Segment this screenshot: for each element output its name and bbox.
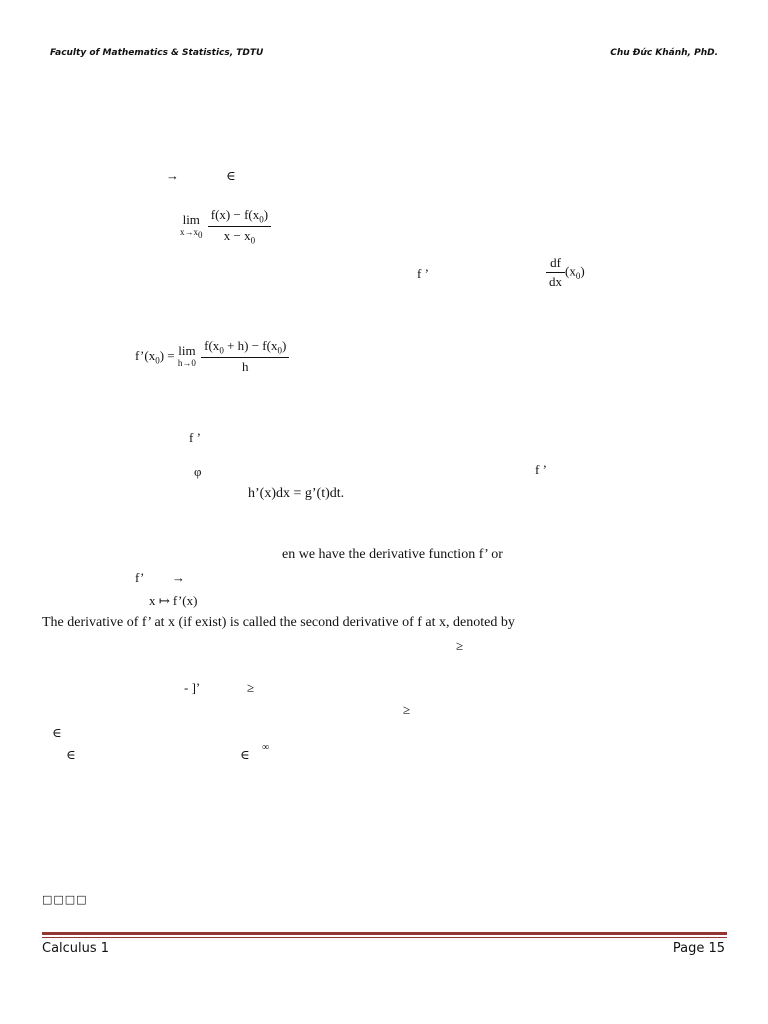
- header-right: Chu Đức Khánh, PhD.: [610, 48, 718, 58]
- page-number: Page 15: [672, 941, 725, 956]
- phi-symbol: φ: [194, 464, 202, 479]
- maps-to-expression: x ↦ f’(x): [149, 593, 198, 608]
- f-prime-label-2: f ’: [535, 462, 547, 477]
- f-prime-map-label: f’: [135, 570, 145, 585]
- second-derivative-text: The derivative of f’ at x (if exist) is called the second derivative of f at x, denoted by: [42, 615, 515, 630]
- limit-definition-formula: [180, 207, 271, 245]
- element-of-symbol: ∈: [226, 168, 236, 183]
- leibniz-notation: $\frac{df}{dx}$ $(x_0)$: [546, 255, 585, 290]
- map-arrow: →: [172, 570, 185, 585]
- placeholder-boxes: □□□□: [42, 893, 88, 906]
- header-left: Faculty of Mathematics & Statistics, TDTU: [50, 48, 264, 58]
- f-prime-notation: f ’: [417, 266, 429, 281]
- bracket-fragment: - ]’: [184, 680, 201, 695]
- footer-rule-thick: [42, 932, 727, 935]
- geq-symbol: ≥: [456, 638, 464, 653]
- infinity-symbol: ∞: [262, 742, 270, 753]
- footer-rule-thin: [42, 937, 727, 938]
- element-of-symbol-2: ∈: [52, 725, 62, 740]
- differential-equation: h’(x)dx = g’(t)dt.: [248, 486, 345, 501]
- h-difference-quotient: $\frac{f(x_0 + h) - f(x_0)}{h}$: [201, 338, 289, 375]
- derivative-function-text: en we have the derivative function f’ or: [282, 547, 503, 562]
- f-prime-label: f ’: [189, 430, 201, 445]
- limit-operator: lim h→0: [177, 343, 196, 369]
- element-of-symbol-4: ∈: [240, 747, 250, 762]
- element-of-symbol-3: ∈: [66, 747, 76, 762]
- difference-quotient: $\frac{f(x) - f(x_0)}{x - x_0}$: [208, 207, 271, 245]
- h-limit-formula: $f’(x_0)$ = lim h→0 $\frac{f(x_0 + h) - f(x_0)}{h}$: [135, 338, 289, 375]
- geq-symbol-2: ≥: [247, 680, 255, 695]
- arrow-symbol: →: [166, 168, 179, 183]
- footer-left: Calculus 1: [42, 941, 110, 956]
- limit-operator: lim $x\to x_0$: [180, 211, 203, 240]
- geq-symbol-3: ≥: [403, 702, 411, 717]
